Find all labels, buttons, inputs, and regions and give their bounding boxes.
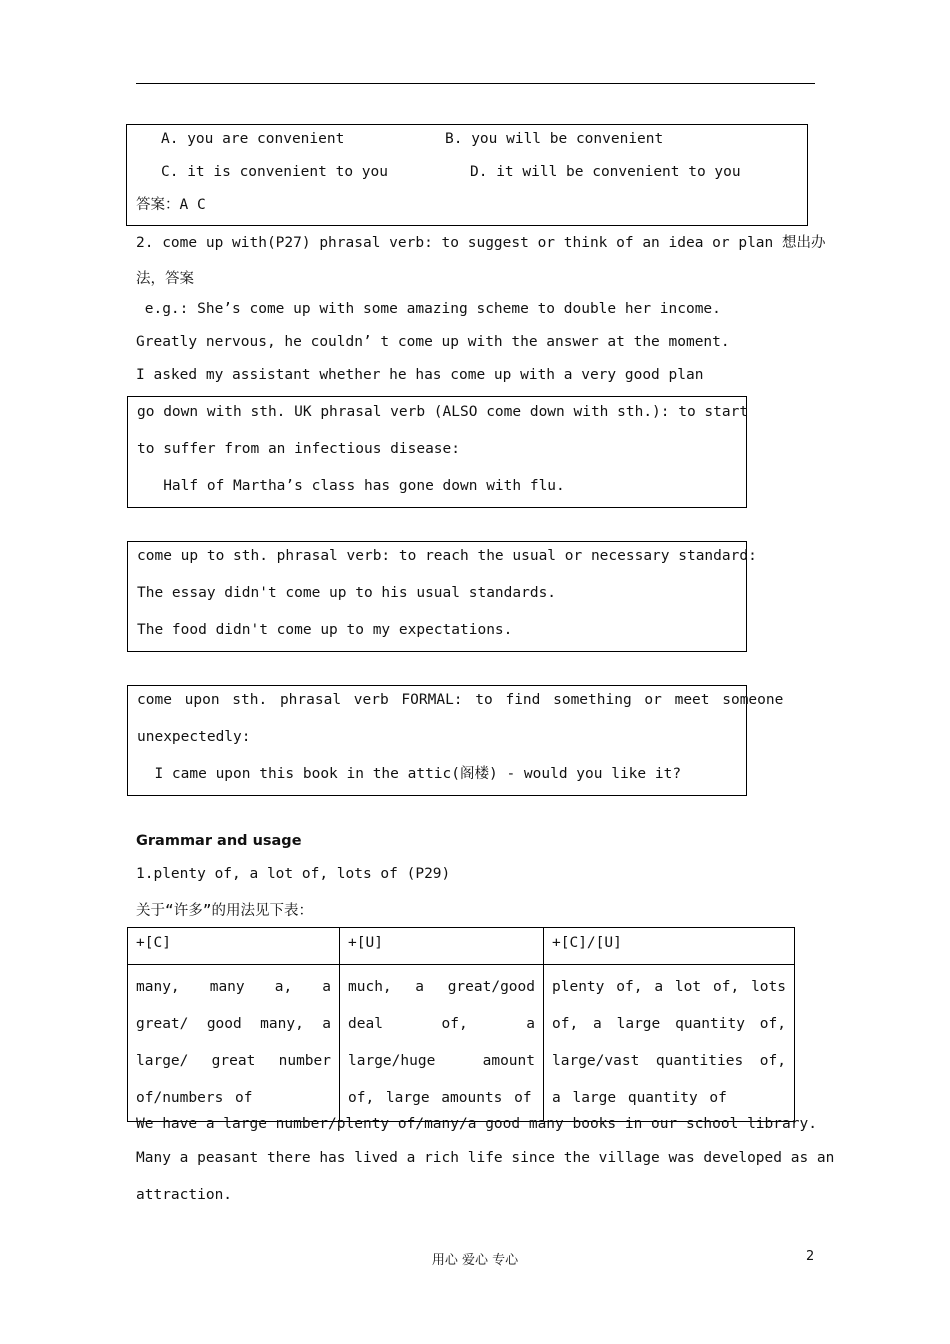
definition-line: come up to sth. phrasal verb: to reach the usual or necessary standard:: [137, 548, 757, 564]
option-a: A. you are convenient: [161, 131, 345, 147]
table-header-cell: +[C]/[U]: [544, 928, 795, 965]
table-cell: much, a great/good deal of, a large/huge amount of, large amounts of: [340, 965, 544, 1122]
item2-example2: Greatly nervous, he couldn’ t come up with the answer at the moment.: [136, 334, 730, 350]
page-footer: 用心 爱心 专心: [431, 1253, 519, 1268]
definition-line: to suffer from an infectious disease:: [137, 441, 461, 457]
page-number: 2: [806, 1249, 815, 1264]
grammar-intro: 关于“许多”的用法见下表：: [136, 903, 313, 919]
table-row: [128, 965, 795, 1122]
definition-box-come-upon: [127, 685, 784, 796]
example-sentence: We have a large number/plenty of/many/a good many books in our school library.: [136, 1116, 817, 1132]
example-line: The food didn't come up to my expectations.: [137, 622, 513, 638]
example-line: Half of Martha’s class has gone down with flu.: [137, 478, 565, 494]
example-sentence: Many a peasant there has lived a rich life since the village was developed as an: [136, 1150, 835, 1166]
grammar-item1: 1.plenty of, a lot of, lots of (P29): [136, 866, 451, 882]
item2-example1: e.g.: She’s come up with some amazing scheme to double her income.: [136, 301, 721, 317]
example-sentence: attraction.: [136, 1187, 233, 1203]
definition-box-come-up-to: [127, 541, 757, 652]
example-line: The essay didn't come up to his usual standards.: [137, 585, 557, 601]
option-b: B. you will be convenient: [445, 131, 664, 147]
option-c: C. it is convenient to you: [161, 164, 388, 180]
table-header-cell: +[C]: [128, 928, 340, 965]
header-rule: [136, 83, 815, 84]
definition-line: come upon sth. phrasal verb FORMAL: to find something or meet someone: [137, 692, 784, 708]
item2-example3: I asked my assistant whether he has come up with a very good plan: [136, 367, 704, 383]
table-header-cell: +[U]: [340, 928, 544, 965]
option-d: D. it will be convenient to you: [470, 164, 741, 180]
definition-box-go-down-with: [127, 396, 747, 508]
item2-line1: 2. come up with(P27) phrasal verb: to suggest or think of an idea or plan 想出办: [136, 235, 826, 251]
table-cell: many, many a, a great/ good many, a large/ great number of/numbers of: [128, 965, 340, 1122]
example-line: I came upon this book in the attic(阁楼) - would you like it?: [137, 766, 682, 782]
definition-line: unexpectedly:: [137, 729, 251, 745]
options-box: [126, 124, 808, 226]
usage-table: [127, 927, 795, 1122]
definition-line: go down with sth. UK phrasal verb (ALSO come down with sth.): to start: [137, 404, 749, 420]
answer-text: 答案：A C: [136, 197, 206, 213]
table-header-row: [128, 928, 795, 965]
item2-line2: 法，答案: [136, 271, 194, 287]
section-heading: Grammar and usage: [136, 833, 302, 849]
table-cell: plenty of, a lot of, lots of, a large quantity of, large/vast quantities of, a large quantity of: [544, 965, 795, 1122]
